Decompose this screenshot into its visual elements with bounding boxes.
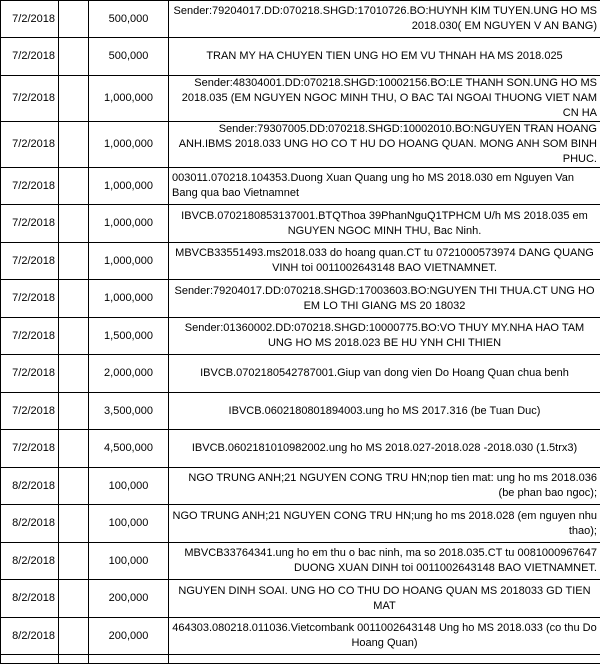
- table-row: [1, 505, 600, 543]
- table-row: [1, 280, 600, 318]
- date-cell: 7/2/2018: [1, 243, 59, 280]
- empty-cell: [59, 318, 89, 355]
- table-row: [1, 243, 600, 280]
- amount-cell: 100,000: [89, 468, 169, 505]
- date-cell: 7/2/2018: [1, 280, 59, 318]
- empty-cell: [59, 618, 89, 655]
- empty-cell: [59, 205, 89, 243]
- empty-cell: [59, 580, 89, 618]
- description-cell: Sender:79307005.DD:070218.SHGD:10002010.BO:NGUYEN TRAN HOANG ANH.IBMS 2018.033 UNG HO CO T HU DO HOANG QUAN. MONG ANH SOM BINH PHUC.: [169, 122, 600, 168]
- table-row: [1, 655, 600, 664]
- date-cell: 7/2/2018: [1, 38, 59, 76]
- amount-cell: 2,000,000: [89, 355, 169, 393]
- date-cell: 8/2/2018: [1, 543, 59, 580]
- table-row: [1, 205, 600, 243]
- date-cell: 7/2/2018: [1, 393, 59, 430]
- empty-cell: [59, 1, 89, 38]
- description-cell: Sender:79204017.DD:070218.SHGD:17010726.BO:HUYNH KIM TUYEN.UNG HO MS 2018.030( EM NGUYEN V AN BANG): [169, 1, 600, 38]
- amount-cell: 4,500,000: [89, 430, 169, 468]
- date-cell: 7/2/2018: [1, 168, 59, 205]
- table-row: [1, 468, 600, 505]
- table-row: [1, 618, 600, 655]
- date-cell: 7/2/2018: [1, 76, 59, 122]
- amount-cell: 1,000,000: [89, 122, 169, 168]
- amount-cell: 1,000,000: [89, 205, 169, 243]
- empty-cell: [59, 430, 89, 468]
- date-cell: 8/2/2018: [1, 505, 59, 543]
- table-row: [1, 76, 600, 122]
- empty-cell: [59, 168, 89, 205]
- date-cell: 7/2/2018: [1, 355, 59, 393]
- amount-cell: 3,500,000: [89, 393, 169, 430]
- description-cell: NGO TRUNG ANH;21 NGUYEN CONG TRU HN;ung ho ms 2018.028 (em nguyen nhu thao);: [169, 505, 600, 543]
- amount-cell: 1,000,000: [89, 76, 169, 122]
- table-row: [1, 580, 600, 618]
- table-row: [1, 355, 600, 393]
- date-cell: 7/2/2018: [1, 318, 59, 355]
- amount-cell: 100,000: [89, 505, 169, 543]
- description-cell: Sender:01360002.DD:070218.SHGD:10000775.BO:VO THUY MY.NHA HAO TAM UNG HO MS 2018.023 BE HU YNH CHI THIEN: [169, 318, 600, 355]
- table-row: [1, 168, 600, 205]
- empty-cell: [59, 468, 89, 505]
- table-row: [1, 38, 600, 76]
- amount-cell: 1,000,000: [89, 168, 169, 205]
- empty-cell: [59, 543, 89, 580]
- description-cell: IBVCB.0702180542787001.Giup van dong vien Do Hoang Quan chua benh: [169, 355, 600, 393]
- amount-cell: 200,000: [89, 618, 169, 655]
- amount-cell: 500,000: [89, 1, 169, 38]
- table-row: [1, 543, 600, 580]
- empty-cell: [59, 38, 89, 76]
- table-row: [1, 318, 600, 355]
- amount-cell: 500,000: [89, 38, 169, 76]
- amount-cell: 200,000: [89, 580, 169, 618]
- amount-cell: 1,500,000: [89, 318, 169, 355]
- empty-cell: [169, 655, 600, 664]
- table-row: [1, 1, 600, 38]
- date-cell: 8/2/2018: [1, 580, 59, 618]
- table-row: [1, 393, 600, 430]
- description-cell: MBVCB33551493.ms2018.033 do hoang quan.CT tu 0721000573974 DANG QUANG VINH toi 0011002643148 BAO VIETNAMNET.: [169, 243, 600, 280]
- amount-cell: 1,000,000: [89, 280, 169, 318]
- table-row: [1, 430, 600, 468]
- empty-cell: [59, 505, 89, 543]
- date-cell: 7/2/2018: [1, 122, 59, 168]
- description-cell: 464303.080218.011036.Vietcombank 0011002643148 Ung ho MS 2018.033 (co thu Do Hoang Quan): [169, 618, 600, 655]
- description-cell: IBVCB.0602180801894003.ung ho MS 2017.316 (be Tuan Duc): [169, 393, 600, 430]
- description-cell: IBVCB.0602181010982002.ung ho MS 2018.027-2018.028 -2018.030 (1.5trx3): [169, 430, 600, 468]
- empty-cell: [59, 243, 89, 280]
- empty-cell: [59, 393, 89, 430]
- table-row: [1, 122, 600, 168]
- description-cell: Sender:48304001.DD:070218.SHGD:10002156.BO:LE THANH SON.UNG HO MS 2018.035 (EM NGUYEN NGOC MINH THU, O BAC TAI NGOAI THUONG VIET NAM CN HA: [169, 76, 600, 122]
- description-cell: NGUYEN DINH SOAI. UNG HO CO THU DO HOANG QUAN MS 2018033 GD TIEN MAT: [169, 580, 600, 618]
- empty-cell: [59, 280, 89, 318]
- empty-cell: [59, 655, 89, 664]
- description-cell: IBVCB.0702180853137001.BTQThoa 39PhanNguQ1TPHCM U/h MS 2018.035 em NGUYEN NGOC MINH THU, Bac Ninh.: [169, 205, 600, 243]
- date-cell: 8/2/2018: [1, 618, 59, 655]
- date-cell: 8/2/2018: [1, 468, 59, 505]
- empty-cell: [59, 122, 89, 168]
- empty-cell: [59, 76, 89, 122]
- empty-cell: [89, 655, 169, 664]
- description-cell: 003011.070218.104353.Duong Xuan Quang ung ho MS 2018.030 em Nguyen Van Bang qua bao Vietnamnet: [169, 168, 600, 205]
- date-cell: 7/2/2018: [1, 205, 59, 243]
- amount-cell: 100,000: [89, 543, 169, 580]
- description-cell: Sender:79204017.DD:070218.SHGD:17003603.BO:NGUYEN THI THUA.CT UNG HO EM LO THI GIANG MS 20 18032: [169, 280, 600, 318]
- amount-cell: 1,000,000: [89, 243, 169, 280]
- description-cell: NGO TRUNG ANH;21 NGUYEN CONG TRU HN;nop tien mat: ung ho ms 2018.036 (be phan bao ngoc);: [169, 468, 600, 505]
- date-cell: 7/2/2018: [1, 430, 59, 468]
- date-cell: 7/2/2018: [1, 1, 59, 38]
- description-cell: TRAN MY HA CHUYEN TIEN UNG HO EM VU THNAH HA MS 2018.025: [169, 38, 600, 76]
- description-cell: MBVCB33764341.ung ho em thu o bac ninh, ma so 2018.035.CT tu 0081000967647 DUONG XUAN DINH toi 0011002643148 BAO VIETNAMNET.: [169, 543, 600, 580]
- empty-cell: [1, 655, 59, 664]
- empty-cell: [59, 355, 89, 393]
